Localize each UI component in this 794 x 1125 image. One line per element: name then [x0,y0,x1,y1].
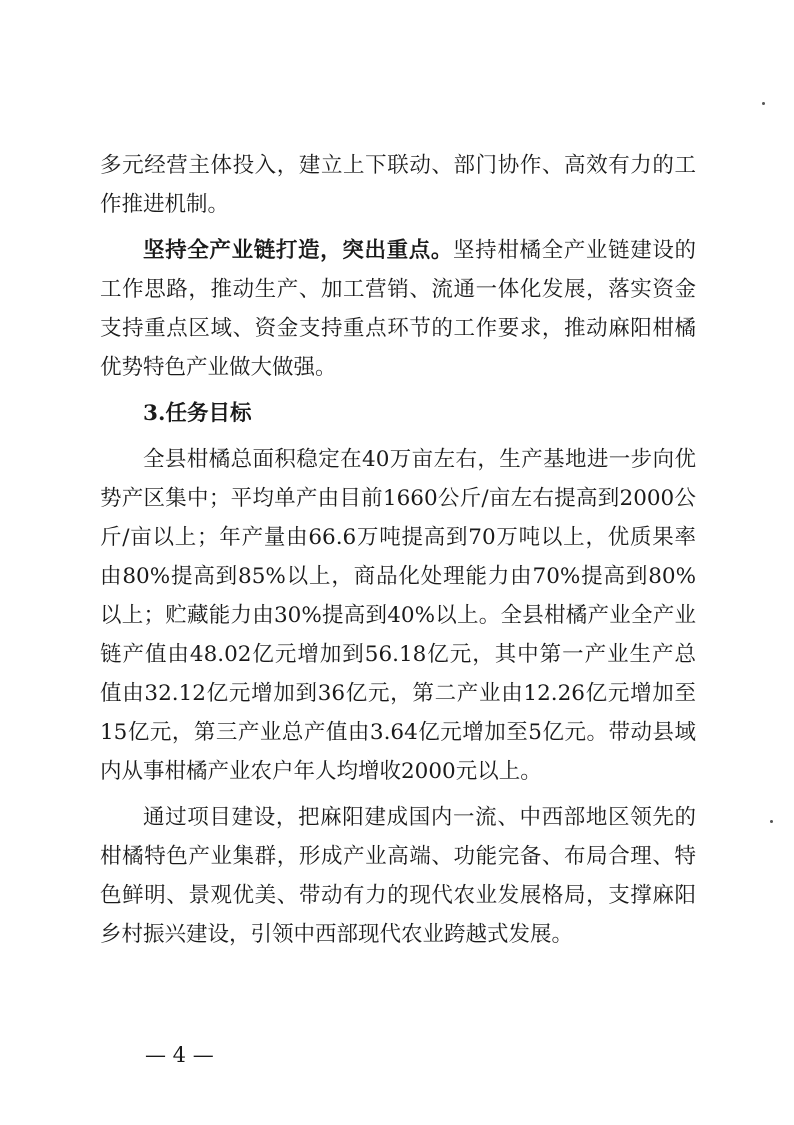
paragraph-continuation: 多元经营主体投入，建立上下联动、部门协作、高效有力的工作推进机制。 [100,153,696,217]
paragraph-key-point [100,231,696,387]
page-number-text: — 4 — [145,1043,214,1067]
section-heading: 3.任务目标 [143,401,252,426]
paragraph-body: 坚持柑橘全产业链建设的工作思路，推动生产、加工营销、流通一体化发展，落实资金支持重点区域、资金支持重点环节的工作要求，推动麻阳柑橘优势特色产业做大做强。 [100,238,696,380]
scan-dot [762,102,765,105]
paragraph-goals: 通过项目建设，把麻阳建成国内一流、中西部地区领先的柑橘特色产业集群，形成产业高端、功能完备、布局合理、特色鲜明、景观优美、带动有力的现代农业发展格局，支撑麻阳乡村振兴建设，引领中西部现代农业跨越式发展。 [100,805,696,947]
scan-dot [770,820,773,823]
paragraph-targets: 全县柑橘总面积稳定在40万亩左右，生产基地进一步向优势产区集中；平均单产由目前1660公斤/亩左右提高到2000公斤/亩以上；年产量由66.6万吨提高到70万吨以上，优质果率由80%提高到85%以上，商品化处理能力由70%提高到80%以上；贮藏能力由30%提高到40%以上。全县柑橘产业全产业链产值由48.02亿元增加到56.18亿元，其中第一产业生产总值由32.12亿元增加到36亿元，第二产业由12.26亿元增加至15亿元，第三产业总产值由3.64亿元增加至5亿元。带动县域内从事柑橘产业农户年人均增收2000元以上。 [100,447,696,784]
paragraph-bold-lead: 坚持全产业链打造，突出重点。 [143,238,454,263]
body-text [100,146,696,961]
